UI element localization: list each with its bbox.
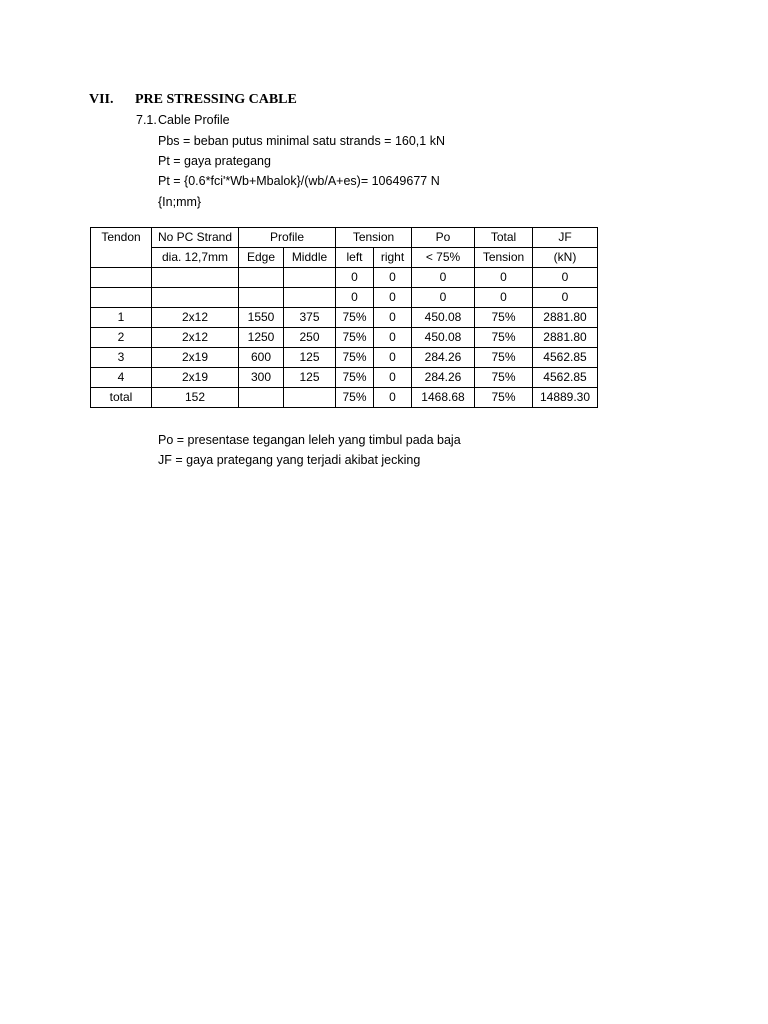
table-row <box>91 368 598 388</box>
header-jf: JF <box>533 228 598 248</box>
table-row <box>91 328 598 348</box>
cell-edge: 1250 <box>239 328 284 348</box>
cell-right: 0 <box>374 288 412 308</box>
cell-tendon: total <box>91 388 152 408</box>
header-strand-dia: dia. 12,7mm <box>152 248 239 268</box>
header-edge: Edge <box>239 248 284 268</box>
units-line: {In;mm} <box>158 195 202 209</box>
pbs-line: Pbs = beban putus minimal satu strands = 160,1 kN <box>158 134 445 148</box>
cell-jf: 2881.80 <box>533 328 598 348</box>
section-title: PRE STRESSING CABLE <box>135 92 297 107</box>
cell-edge: 1550 <box>239 308 284 328</box>
cell-right: 0 <box>374 368 412 388</box>
cell-edge: 300 <box>239 368 284 388</box>
jf-note: JF = gaya prategang yang terjadi akibat jecking <box>158 453 421 467</box>
cell-jf: 14889.30 <box>533 388 598 408</box>
cell-left: 75% <box>336 368 374 388</box>
table-row <box>91 308 598 328</box>
cell-left: 0 <box>336 268 374 288</box>
cell-edge <box>239 268 284 288</box>
cell-tendon: 1 <box>91 308 152 328</box>
cell-total: 0 <box>475 268 533 288</box>
table-header-row-1 <box>91 228 598 248</box>
cell-left: 0 <box>336 288 374 308</box>
cell-right: 0 <box>374 388 412 408</box>
cell-left: 75% <box>336 308 374 328</box>
cell-edge: 600 <box>239 348 284 368</box>
cable-profile-table <box>90 227 598 408</box>
header-jf-unit: (kN) <box>533 248 598 268</box>
cell-total: 75% <box>475 328 533 348</box>
cell-total: 75% <box>475 308 533 328</box>
cell-jf: 0 <box>533 288 598 308</box>
subsection-title: Cable Profile <box>158 113 230 127</box>
cell-po: 450.08 <box>412 328 475 348</box>
cell-tendon <box>91 288 152 308</box>
cell-right: 0 <box>374 328 412 348</box>
cell-jf: 4562.85 <box>533 348 598 368</box>
header-po: Po <box>412 228 475 248</box>
cell-total: 0 <box>475 288 533 308</box>
cell-left: 75% <box>336 328 374 348</box>
cell-jf: 4562.85 <box>533 368 598 388</box>
cell-strand: 2x19 <box>152 348 239 368</box>
cell-strand <box>152 268 239 288</box>
cell-middle: 250 <box>284 328 336 348</box>
cell-right: 0 <box>374 348 412 368</box>
header-total-tension: Tension <box>475 248 533 268</box>
cell-po: 284.26 <box>412 348 475 368</box>
cell-po: 0 <box>412 268 475 288</box>
cell-left: 75% <box>336 348 374 368</box>
cell-tendon: 2 <box>91 328 152 348</box>
cell-tendon <box>91 268 152 288</box>
cell-total: 75% <box>475 388 533 408</box>
cell-edge <box>239 388 284 408</box>
cell-po: 450.08 <box>412 308 475 328</box>
cell-middle <box>284 268 336 288</box>
cell-right: 0 <box>374 268 412 288</box>
po-note: Po = presentase tegangan leleh yang timbul pada baja <box>158 433 461 447</box>
header-tendon: Tendon <box>91 228 152 268</box>
subsection-heading <box>136 113 230 127</box>
table-row <box>91 288 598 308</box>
cell-po: 284.26 <box>412 368 475 388</box>
cell-middle: 125 <box>284 368 336 388</box>
cell-left: 75% <box>336 388 374 408</box>
cell-strand: 2x12 <box>152 328 239 348</box>
cell-middle: 125 <box>284 348 336 368</box>
header-middle: Middle <box>284 248 336 268</box>
header-strand: No PC Strand <box>152 228 239 248</box>
section-number: VII. <box>89 92 114 107</box>
section-heading <box>89 92 297 108</box>
cell-tendon: 3 <box>91 348 152 368</box>
cell-strand: 2x19 <box>152 368 239 388</box>
header-right: right <box>374 248 412 268</box>
header-total: Total <box>475 228 533 248</box>
cell-middle <box>284 388 336 408</box>
cell-total: 75% <box>475 368 533 388</box>
cell-po: 0 <box>412 288 475 308</box>
cell-total: 75% <box>475 348 533 368</box>
table-row <box>91 348 598 368</box>
cell-jf: 0 <box>533 268 598 288</box>
header-tension: Tension <box>336 228 412 248</box>
subsection-number: 7.1. <box>136 113 157 127</box>
cell-right: 0 <box>374 308 412 328</box>
table-header-row-2 <box>91 248 598 268</box>
pt-definition-line: Pt = gaya prategang <box>158 154 271 168</box>
pt-formula-line: Pt = {0.6*fci'*Wb+Mbalok}/(wb/A+es)= 10649677 N <box>158 174 440 188</box>
header-left: left <box>336 248 374 268</box>
cell-edge <box>239 288 284 308</box>
table-row <box>91 268 598 288</box>
cell-middle: 375 <box>284 308 336 328</box>
cell-strand <box>152 288 239 308</box>
cell-strand: 152 <box>152 388 239 408</box>
header-profile: Profile <box>239 228 336 248</box>
cell-middle <box>284 288 336 308</box>
table-total-row <box>91 388 598 408</box>
cell-po: 1468.68 <box>412 388 475 408</box>
cell-jf: 2881.80 <box>533 308 598 328</box>
cell-tendon: 4 <box>91 368 152 388</box>
cell-strand: 2x12 <box>152 308 239 328</box>
header-po-limit: < 75% <box>412 248 475 268</box>
